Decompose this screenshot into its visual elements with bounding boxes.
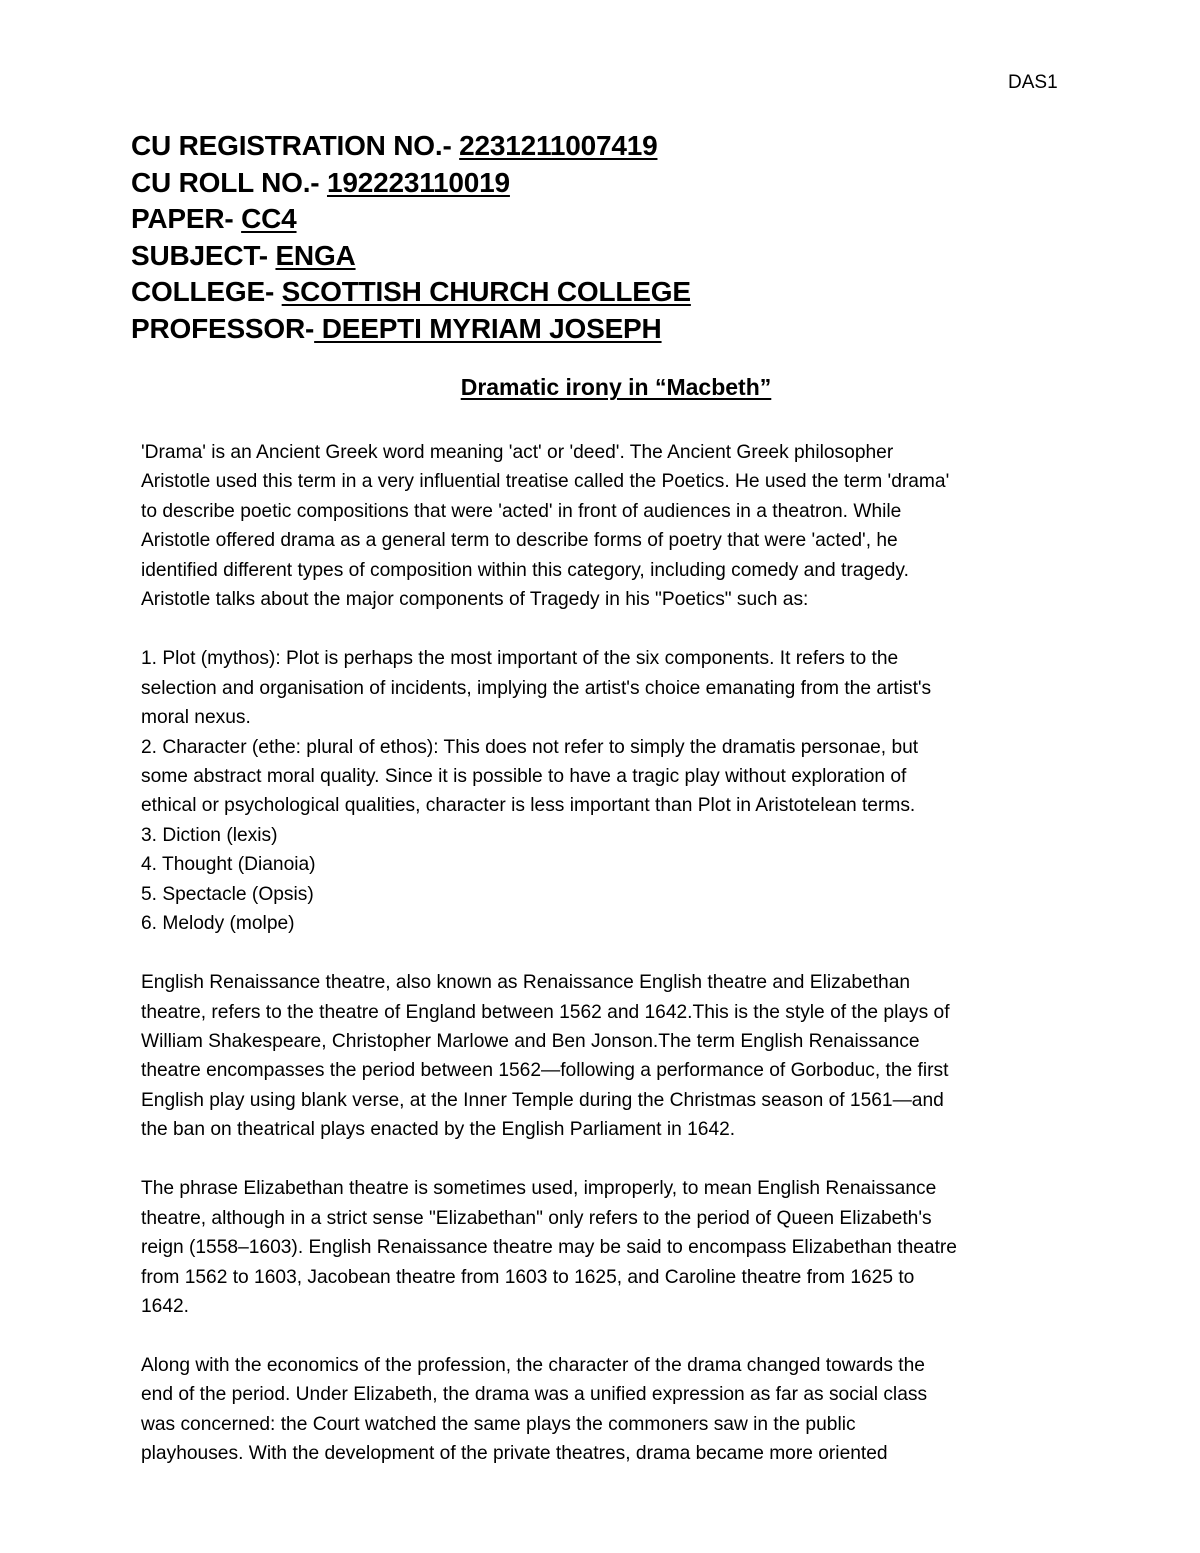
economics-paragraph	[141, 1351, 1071, 1469]
student-details	[131, 128, 1071, 348]
elizabethan-paragraph	[141, 1174, 1071, 1321]
roll-line	[131, 165, 1071, 202]
tragedy-components-list	[141, 644, 1071, 939]
text-line: reign (1558–1603). English Renaissance theatre may be said to encompass Elizabethan theatre	[141, 1237, 957, 1259]
text-line: English play using blank verse, at the Inner Temple during the Christmas season of 1561—and	[141, 1089, 944, 1111]
list-item-line: 5. Spectacle (Opsis)	[141, 883, 314, 905]
list-item-line: 3. Diction (lexis)	[141, 824, 278, 846]
registration-label: CU REGISTRATION NO.-	[131, 130, 460, 161]
list-item-line: 4. Thought (Dianoia)	[141, 854, 316, 876]
list-item-line: 2. Character (ethe: plural of ethos): This does not refer to simply the dramatis personae, but	[141, 736, 919, 758]
text-line: Aristotle talks about the major components of Tragedy in his "Poetics" such as:	[141, 589, 809, 611]
text-line: The phrase Elizabethan theatre is sometimes used, improperly, to mean English Renaissance	[141, 1178, 937, 1200]
text-line: to describe poetic compositions that were 'acted' in front of audiences in a theatron. While	[141, 500, 902, 522]
list-item-line: some abstract moral quality. Since it is possible to have a tragic play without exploration of	[141, 765, 907, 787]
document-title: Dramatic irony in “Macbeth”	[460, 374, 772, 400]
text-line: the ban on theatrical plays enacted by the English Parliament in 1642.	[141, 1119, 736, 1141]
college-label: COLLEGE-	[131, 276, 282, 308]
registration-value: 2231211007419	[459, 130, 658, 161]
page-header-tag: DAS1	[1008, 72, 1058, 93]
paper-line	[131, 201, 1071, 238]
text-line: William Shakespeare, Christopher Marlowe and Ben Jonson.The term English Renaissance	[141, 1031, 920, 1053]
text-line: Aristotle used this term in a very influential treatise called the Poetics. He used the term 'drama'	[141, 471, 950, 493]
list-item-line: 1. Plot (mythos): Plot is perhaps the most important of the six components. It refers to the	[141, 648, 899, 670]
roll-label: CU ROLL NO.-	[131, 166, 327, 198]
list-item-line: moral nexus.	[141, 707, 251, 729]
text-line: theatre, refers to the theatre of England between 1562 and 1642.This is the style of the plays of	[141, 1001, 950, 1023]
registration-line	[131, 128, 1071, 165]
professor-label: PROFESSOR-	[131, 312, 315, 344]
text-line: 'Drama' is an Ancient Greek word meaning 'act' or 'deed'. The Ancient Greek philosopher	[141, 442, 894, 463]
intro-paragraph	[141, 438, 1071, 615]
subject-line	[131, 238, 1071, 275]
text-line: was concerned: the Court watched the same plays the commoners saw in the public	[141, 1413, 856, 1435]
roll-value: 192223110019	[326, 166, 510, 198]
list-item-line: ethical or psychological qualities, character is less important than Plot in Aristotelean terms.	[141, 795, 916, 817]
paper-value: CC4	[241, 203, 297, 235]
text-line: English Renaissance theatre, also known as Renaissance English theatre and Elizabethan	[141, 972, 911, 994]
text-line: playhouses. With the development of the private theatres, drama became more oriented	[141, 1443, 888, 1465]
text-line: from 1562 to 1603, Jacobean theatre from 1603 to 1625, and Caroline theatre from 1625 to	[141, 1266, 915, 1288]
list-item-line: 6. Melody (molpe)	[141, 913, 295, 935]
text-line: theatre encompasses the period between 1562—following a performance of Gorboduc, the first	[141, 1060, 949, 1082]
subject-label: SUBJECT-	[131, 239, 276, 271]
text-line: Along with the economics of the profession, the character of the drama changed towards the	[141, 1354, 925, 1376]
subject-value: ENGA	[275, 239, 356, 271]
renaissance-paragraph	[141, 968, 1071, 1145]
text-line: Aristotle offered drama as a general term to describe forms of poetry that were 'acted', he	[141, 530, 898, 552]
college-line	[131, 274, 1071, 311]
text-line: end of the period. Under Elizabeth, the drama was a unified expression as far as social class	[141, 1384, 928, 1406]
college-value: SCOTTISH CHURCH COLLEGE	[281, 276, 691, 308]
text-line: theatre, although in a strict sense "Elizabethan" only refers to the period of Queen Elizabeth's	[141, 1207, 932, 1229]
text-line: 1642.	[141, 1296, 190, 1318]
list-item-line: selection and organisation of incidents, implying the artist's choice emanating from the artist's	[141, 677, 932, 699]
paper-label: PAPER-	[131, 203, 242, 235]
professor-line	[131, 311, 1071, 348]
document-body	[141, 438, 1071, 1498]
professor-value: DEEPTI MYRIAM JOSEPH	[314, 312, 662, 344]
text-line: identified different types of composition within this category, including comedy and tragedy.	[141, 559, 909, 581]
